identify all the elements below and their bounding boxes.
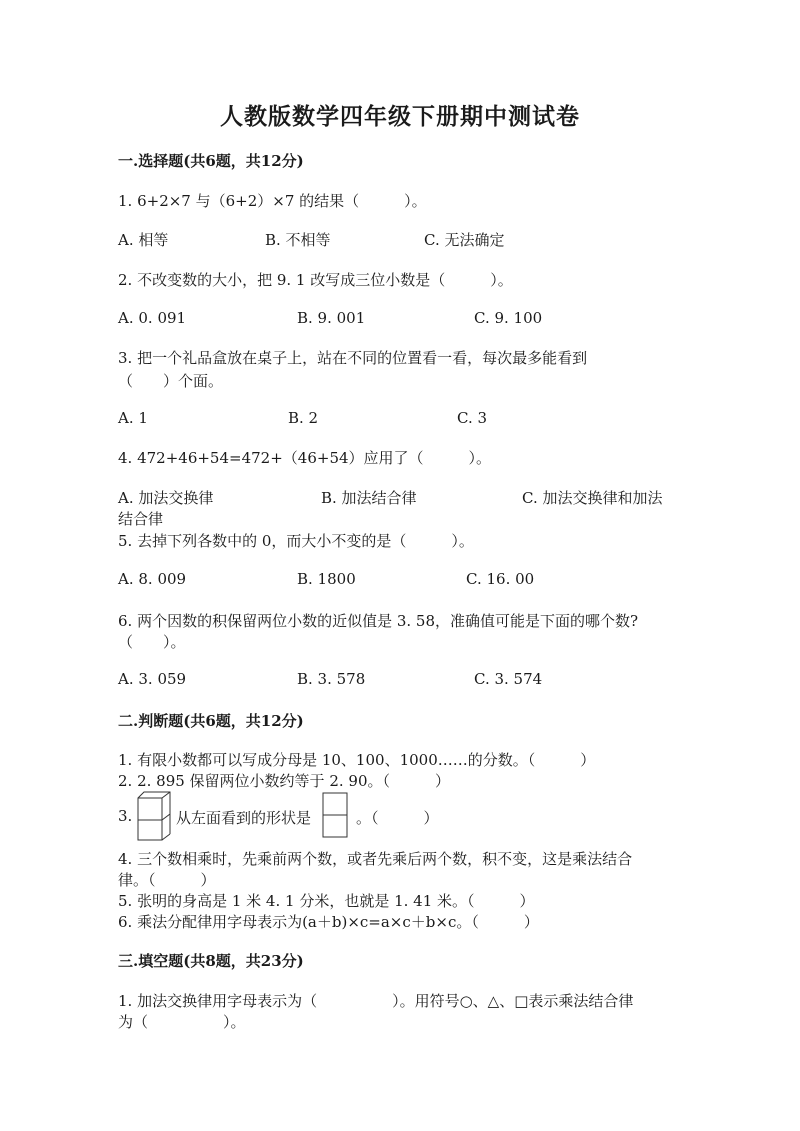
- option-c: C. 无法确定: [424, 231, 505, 249]
- option-c: C. 9. 100: [474, 309, 543, 327]
- option-c: C. 加法交换律和加法: [522, 489, 663, 507]
- page-title: 人教版数学四年级下册期中测试卷: [220, 103, 580, 130]
- option-c: C. 3. 574: [474, 670, 543, 688]
- question-text: 6. 两个因数的积保留两位小数的近似值是 3. 58，准确值可能是下面的哪个数?: [118, 612, 639, 630]
- section-heading-fill: 三.填空题(共8题，共23分): [118, 952, 304, 970]
- judge-item: 6. 乘法分配律用字母表示为(a＋b)×c=a×c＋b×c。（ ）: [118, 913, 539, 931]
- judge-item-continued: 律。（ ）: [118, 871, 216, 889]
- option-c-continued: 结合律: [118, 510, 164, 528]
- question-text: 3. 把一个礼品盒放在桌子上，站在不同的位置看一看，每次最多能看到: [118, 349, 588, 367]
- judge-item: 5. 张明的身高是 1 米 4. 1 分米，也就是 1. 41 米。（ ）: [118, 892, 535, 910]
- question-text: 1. 6+2×7 与（6+2）×7 的结果（ ）。: [118, 192, 427, 210]
- judge-item: 2. 2. 895 保留两位小数约等于 2. 90。（ ）: [118, 772, 450, 790]
- fill-item: 1. 加法交换律用字母表示为（ ）。用符号○、△、□表示乘法结合律: [118, 992, 634, 1010]
- option-b: B. 2: [288, 409, 319, 427]
- option-a: A. 相等: [118, 231, 169, 249]
- judge-item: 4. 三个数相乘时，先乘前两个数，或者先乘后两个数，积不变，这是乘法结合: [118, 850, 633, 868]
- side-view-shape-icon: [322, 792, 348, 838]
- question-text: 5. 去掉下列各数中的 0，而大小不变的是（ ）。: [118, 532, 474, 550]
- option-b: B. 3. 578: [297, 670, 366, 688]
- judge-number: 3.: [118, 807, 133, 825]
- question-text: 2. 不改变数的大小，把 9. 1 改写成三位小数是（ ）。: [118, 271, 513, 289]
- section-heading-choice: 一.选择题(共6题，共12分): [118, 152, 304, 170]
- option-b: B. 加法结合律: [321, 489, 417, 507]
- question-text-continued: （ ）。: [118, 633, 186, 651]
- question-text: 4. 472+46+54=472+（46+54）应用了（ ）。: [118, 449, 492, 467]
- cube-stack-icon: [136, 790, 174, 842]
- option-b: B. 不相等: [265, 231, 331, 249]
- section-heading-judge: 二.判断题(共6题，共12分): [118, 712, 304, 730]
- option-c: C. 3: [457, 409, 488, 427]
- option-b: B. 1800: [297, 570, 356, 588]
- option-a: A. 加法交换律: [118, 489, 214, 507]
- question-text-continued: （ ）个面。: [118, 372, 224, 390]
- option-a: A. 3. 059: [118, 670, 187, 688]
- judge-text: 从左面看到的形状是: [176, 809, 312, 827]
- option-b: B. 9. 001: [297, 309, 366, 327]
- option-a: A. 1: [118, 409, 148, 427]
- judge-item-with-figure: [118, 790, 458, 842]
- option-a: A. 8. 009: [118, 570, 187, 588]
- option-a: A. 0. 091: [118, 309, 187, 327]
- judge-answer-blank: 。（ ）: [356, 809, 439, 827]
- fill-item-continued: 为（ ）。: [118, 1013, 246, 1031]
- option-c: C. 16. 00: [466, 570, 535, 588]
- judge-item: 1. 有限小数都可以写成分母是 10、100、1000……的分数。（ ）: [118, 751, 596, 769]
